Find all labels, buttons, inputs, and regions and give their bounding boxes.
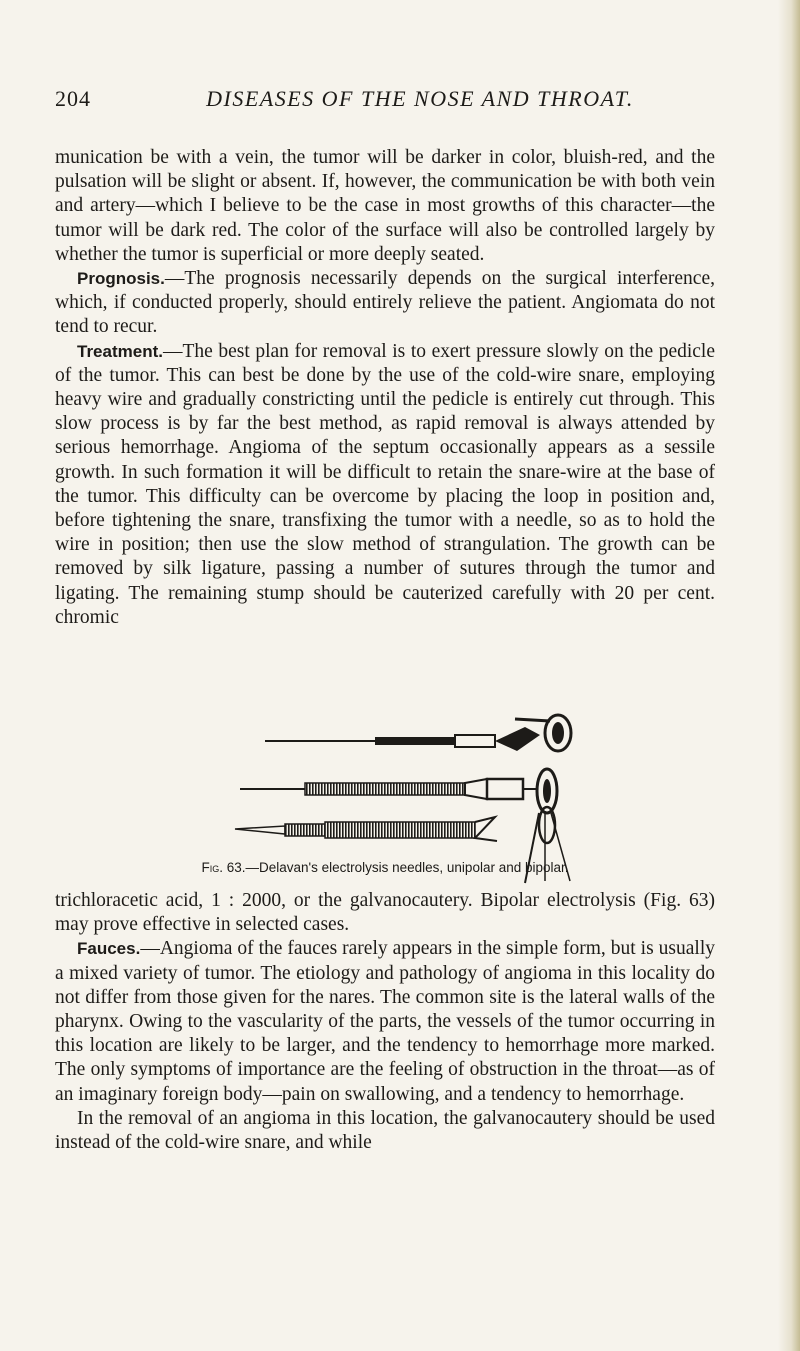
heading-fauces: Fauces. [77,939,141,959]
figure-label: Fig. 63. [201,860,246,875]
paragraph-prognosis [55,267,715,340]
prognosis-text: —The prognosis necessarily depends on the surgical interference, which, if conducted properly, should entirely relieve the patient. Angiomata do not tend to recur. [55,268,715,338]
heading-treatment: Treatment. [77,341,163,361]
page-number: 204 [55,86,91,111]
running-header [55,86,715,116]
paragraph-continued: munication be with a vein, the tumor will be darker in color, bluish-red, and the pulsation will be slight or absent. If, however, the communication be with both vein and artery—which I believe to be the case in most growths of this character—the tumor will be dark red. The color of the surface will also be controlled largely by whether the tumor is superficial or more deeply seated. [55,147,715,265]
running-title: DISEASES OF THE NOSE AND THROAT. [206,86,634,111]
text-block-top [55,146,715,630]
paragraph-treatment [55,340,715,630]
treatment-text: —The best plan for removal is to exert pressure slowly on the pedicle of the tumor. This can best be done by the use of the cold-wire snare, employing heavy wire and gradually constricting until the pedicle is entirely cut through. This slow process is by far the best method, as rapid removal is always attended by serious hemorrhage. Angioma of the septum occasionally appears as a sessile growth. In such formation it will be difficult to retain the snare-wire at the base of the tumor. This difficulty can be overcome by placing the loop in position and, before tightening the snare, transfixing the tumor with a needle, so as to hold the wire in position; then use the slow method of strangulation. The growth can be removed by silk ligature, passing a number of sutures through the tumor and ligating. The remaining stump should be cauterized carefully with 20 per cent. chromic [55,340,715,628]
unipolar-needle-top [265,715,571,751]
text-block-bottom [55,889,715,1155]
paragraph-fauces [55,937,715,1106]
bipolar-needle-bottom [235,807,555,843]
fauces-text: —Angioma of the fauces rarely appears in the simple form, but is usually a mixed variety of tumor. The etiology and pathology of angioma in this locality do not differ from those given for the nares. The common site is the lateral walls of the pharynx. Owing to the vascularity of the parts, the vessels of the tumor occurring in this location are likely to be larger, and the tendency to hemorrhage more marked. The only symptoms of importance are the feeling of obstruction in the throat—as of an imaginary foreign body—pain on swallowing, and a tendency to hemorrhage. [55,938,715,1105]
paragraph-removal: In the removal of an angioma in this location, the galvanocautery should be used instead of the cold-wire snare, and while [55,1107,715,1154]
paragraph-trichloracetic: trichloracetic acid, 1 : 2000, or the galvanocautery. Bipolar electrolysis (Fig. 63) may prove effective in selected cases. [55,890,715,936]
heading-prognosis: Prognosis. [77,269,165,289]
page-edge-shading [778,0,800,1351]
figure-caption-text: —Delavan's electrolysis needles, unipolar and bipolar. [245,860,569,875]
bipolar-needle-middle [240,769,557,813]
figure-caption [55,860,715,875]
